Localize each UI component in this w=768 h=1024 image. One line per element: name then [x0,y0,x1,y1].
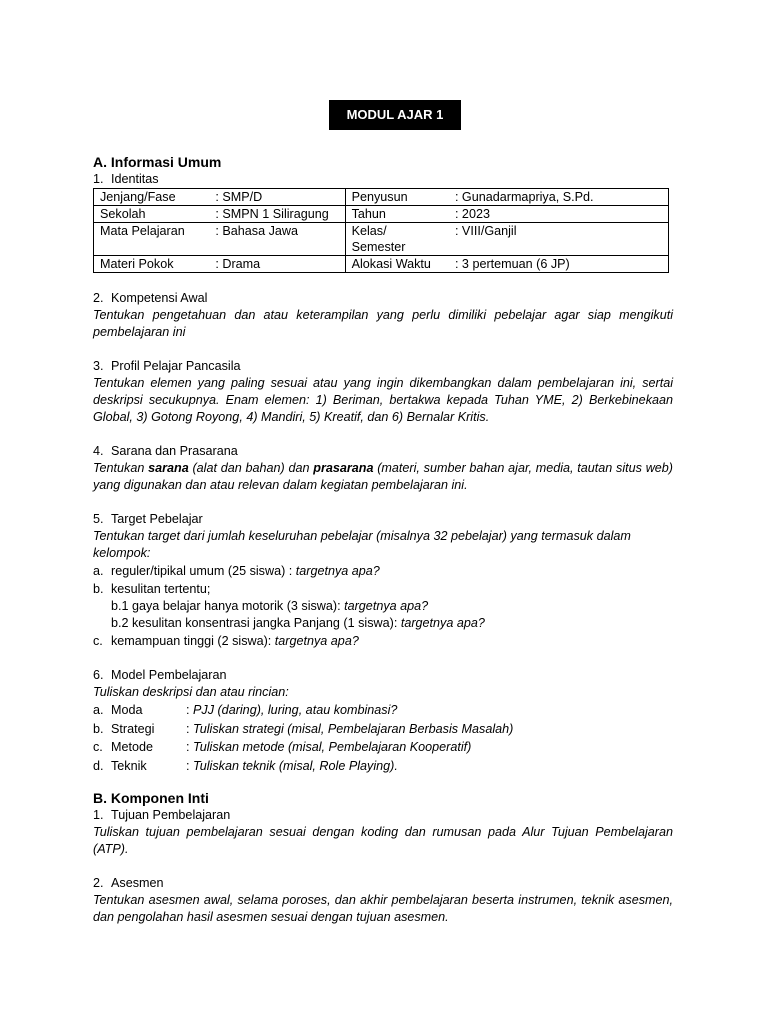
list-text [111,632,359,650]
list-name: Metode [111,740,154,754]
list-text-plain: b.1 gaya belajar hanya motorik (3 siswa): [111,599,345,613]
list-text-italic: targetnya apa? [295,564,380,578]
document-page [93,100,673,926]
tujuan-num: 1. [93,808,104,822]
list-colon: : [186,721,193,736]
spacer [93,494,673,511]
list-text-italic: targetnya apa? [274,634,359,648]
list-item [93,738,673,757]
profil-text: Tentukan elemen yang paling sesuai atau yang ingin dikembangkan dalam pembelajaran ini, sertai deskripsi secukupnya. Enam elemen: 1) Beriman, bertakwa kepada Tuhan YME, 2) Berkebinekaan Global, 3) Gotong Royong, 4) Mandiri, 5) Kreatif, dan 6) Bernalar Kritis. [93,376,673,424]
asesmen-num: 2. [93,876,104,890]
table-cell: : VIII/Ganjil [449,223,669,256]
table-row [94,223,669,256]
sub-list-item [93,615,673,632]
profil-label: Profil Pelajar Pancasila [111,359,241,373]
list-label: d. [93,758,104,773]
list-label: a. [93,564,104,578]
table-cell: Jenjang/Fase [94,189,210,206]
table-cell: Mata Pelajaran [94,223,210,256]
list-label: b. [93,582,104,596]
table-cell: Kelas/ Semester [345,223,449,256]
list-name: Teknik [111,758,147,773]
table-cell: : SMPN 1 Siliragung [209,206,345,223]
spacer [93,775,673,789]
sarana-text [93,460,673,494]
sarana-label: Sarana dan Prasarana [111,444,238,458]
sub-list-item [93,598,673,615]
tujuan-label: Tujuan Pembelajaran [111,808,231,822]
tujuan-heading [93,807,673,824]
asesmen-text: Tentukan asesmen awal, selama poroses, dan akhir pembelajaran beserta instrumen, teknik asesmen, dan pengolahan hasil asesmen sesuai dengan tujuan asesmen. [93,893,673,924]
list-label: a. [93,703,104,717]
kompetensi-label: Kompetensi Awal [111,291,208,305]
table-cell: : Bahasa Jawa [209,223,345,256]
identitas-label: Identitas [111,172,159,186]
table-row [94,189,669,206]
list-value: Tuliskan teknik (misal, Role Playing). [193,758,398,773]
asesmen-heading [93,875,673,892]
table-cell: Alokasi Waktu [345,256,449,273]
kompetensi-num: 2. [93,291,104,305]
sarana-text-1: Tentukan [93,461,149,475]
table-cell: : 2023 [449,206,669,223]
table-row [94,206,669,223]
target-label: Target Pebelajar [111,512,203,526]
table-cell: Penyusun [345,189,449,206]
kompetensi-heading [93,290,673,307]
model-num: 6. [93,668,104,682]
sarana-text-3: (materi, sumber bahan ajar, media, tautan situs web) yang digunakan dan atau relevan dalam kegiatan pembelajaran ini. [93,461,674,492]
list-item [93,580,673,598]
identity-table [93,188,669,273]
sarana-text-2: (alat dan bahan) dan [188,461,314,475]
list-item [93,701,673,720]
list-value: Tuliskan metode (misal, Pembelajaran Kooperatif) [193,740,472,754]
sarana-heading [93,443,673,460]
list-value: Tuliskan strategi (misal, Pembelajaran Berbasis Masalah) [193,721,514,736]
list-label: b. [93,721,104,736]
target-heading [93,511,673,528]
list-colon: : [186,740,193,754]
table-cell: Materi Pokok [94,256,210,273]
list-text-plain: kemampuan tinggi (2 siswa): [111,634,275,648]
identitas-heading [93,171,673,188]
asesmen-label: Asesmen [111,876,164,890]
spacer [93,273,673,290]
section-a-heading: A. Informasi Umum [93,154,222,170]
list-value: PJJ (daring), luring, atau kombinasi? [193,703,398,717]
list-colon: : [186,703,193,717]
tujuan-text: Tuliskan tujuan pembelajaran sesuai dengan koding dan rumusan pada Alur Tujuan Pembelajaran (ATP). [93,825,673,856]
table-cell: Sekolah [94,206,210,223]
list-text-plain: b.2 kesulitan konsentrasi jangka Panjang (1 siswa): [111,616,401,630]
spacer [93,650,673,667]
target-intro: Tentukan target dari jumlah keseluruhan pebelajar (misalnya 32 pebelajar) yang termasuk dalam kelompok: [93,529,631,560]
list-text-plain: reguler/tipikal umum (25 siswa) : [111,564,296,578]
model-label: Model Pembelajaran [111,668,227,682]
table-cell: : 3 pertemuan (6 JP) [449,256,669,273]
sarana-bold: sarana [148,461,189,475]
list-name: Moda [111,703,143,717]
table-cell: Tahun [345,206,449,223]
table-row [94,256,669,273]
list-colon: : [186,758,193,773]
profil-num: 3. [93,359,104,373]
title-wrap [93,100,673,130]
spacer [93,426,673,443]
list-name: Strategi [111,721,155,736]
list-text [111,562,380,580]
list-label: c. [93,740,103,754]
spacer [93,341,673,358]
list-item [93,562,673,580]
identitas-num: 1. [93,172,104,186]
section-b-heading: B. Komponen Inti [93,790,209,806]
sarana-num: 4. [93,444,104,458]
table-cell: : SMP/D [209,189,345,206]
prasarana-bold: prasarana [313,461,374,475]
list-text: kesulitan tertentu; [111,582,211,596]
table-cell: : Gunadarmapriya, S.Pd. [449,189,669,206]
module-title: MODUL AJAR 1 [329,100,461,130]
target-num: 5. [93,512,104,526]
list-label: c. [93,634,103,648]
list-item [93,757,673,776]
list-item [93,632,673,650]
profil-heading [93,358,673,375]
table-cell: : Drama [209,256,345,273]
kompetensi-text: Tentukan pengetahuan dan atau keterampilan yang perlu dimiliki pebelajar agar siap mengikuti pembelajaran ini [93,308,673,339]
list-text-italic: targetnya apa? [400,616,485,630]
spacer [93,858,673,875]
list-item [93,720,673,739]
list-text-italic: targetnya apa? [344,599,429,613]
model-intro: Tuliskan deskripsi dan atau rincian: [93,685,289,699]
model-heading [93,667,673,684]
